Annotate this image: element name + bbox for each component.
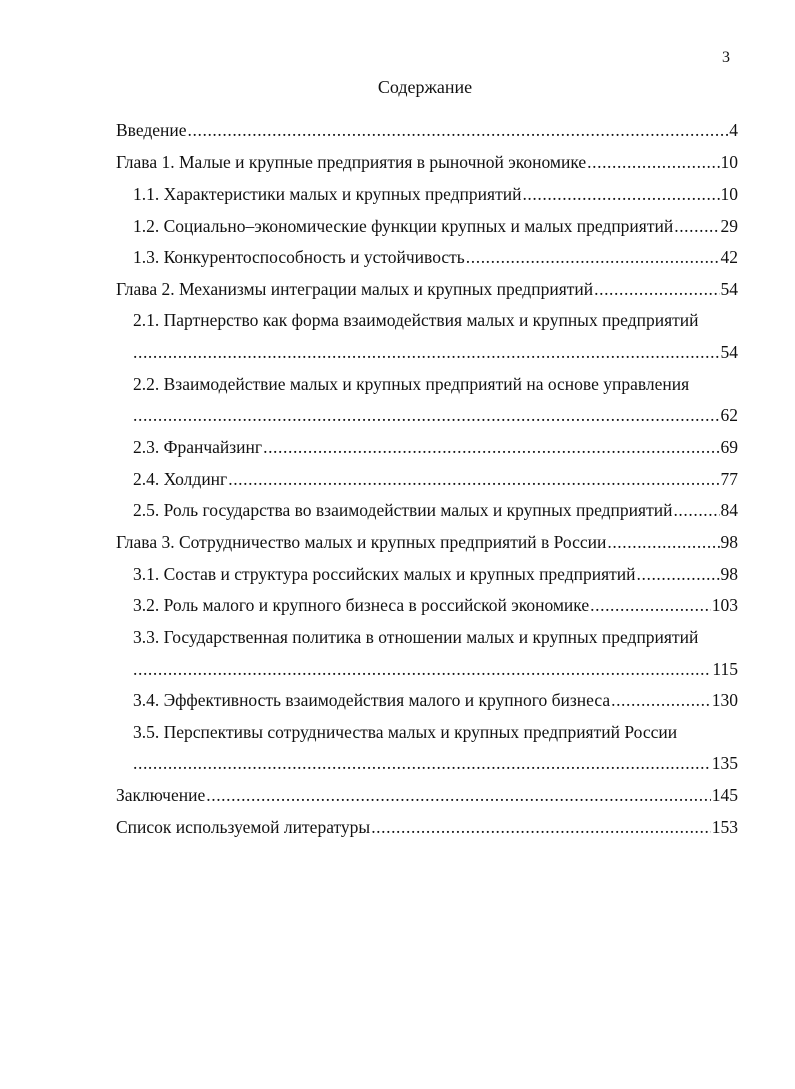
toc-entry-label: 1.1. Характеристики малых и крупных предприятий bbox=[133, 184, 522, 204]
toc-entry-page: 54 bbox=[720, 342, 738, 362]
toc-entry-page: 4 bbox=[729, 120, 738, 140]
toc-entry-page: 29 bbox=[720, 216, 738, 236]
toc-entry-label: Глава 3. Сотрудничество малых и крупных предприятий в России bbox=[116, 532, 607, 552]
toc-entry-2-2-label[interactable]: 2.2. Взаимодействие малых и крупных предприятий на основе управления bbox=[133, 374, 690, 394]
toc-entry-label: 2.5. Роль государства во взаимодействии малых и крупных предприятий bbox=[133, 500, 673, 520]
toc-leader-dots bbox=[637, 563, 720, 585]
toc-entry-page: 10 bbox=[720, 184, 738, 204]
toc-entry-3-3-label[interactable]: 3.3. Государственная политика в отношении малых и крупных предприятий bbox=[133, 627, 699, 647]
toc-entry-label: 3.4. Эффективность взаимодействия малого и крупного бизнеса bbox=[133, 690, 611, 710]
toc-entry-chapter-2[interactable] bbox=[116, 278, 738, 300]
toc-entry-page: 62 bbox=[720, 405, 738, 425]
toc-entry-label: Введение bbox=[116, 120, 187, 140]
toc-leader-dots bbox=[228, 468, 719, 490]
toc-entry-2-1-page-line[interactable] bbox=[133, 341, 738, 363]
toc-entry-2-3[interactable] bbox=[133, 436, 738, 458]
toc-leader-dots bbox=[371, 816, 711, 838]
toc-leader-dots bbox=[133, 658, 711, 680]
toc-entry-2-5[interactable] bbox=[133, 499, 738, 521]
toc-entry-page: 84 bbox=[720, 500, 738, 520]
toc-entry-label: 3.1. Состав и структура российских малых и крупных предприятий bbox=[133, 564, 636, 584]
toc-entry-page: 42 bbox=[720, 247, 738, 267]
toc-entry-page: 98 bbox=[720, 532, 738, 552]
page-number: 3 bbox=[722, 49, 730, 66]
toc-entry-page: 135 bbox=[711, 753, 738, 773]
toc-entry-label: Глава 1. Малые и крупные предприятия в рыночной экономике bbox=[116, 152, 587, 172]
toc-entry-2-1-label[interactable]: 2.1. Партнерство как форма взаимодействия малых и крупных предприятий bbox=[133, 310, 699, 330]
toc-entry-page: 130 bbox=[711, 690, 738, 710]
toc-entry-bibliography[interactable] bbox=[116, 816, 738, 838]
toc-entry-3-4[interactable] bbox=[133, 689, 738, 711]
toc-leader-dots bbox=[133, 404, 720, 426]
toc-entry-1-3[interactable] bbox=[133, 246, 738, 268]
toc-entry-chapter-3[interactable] bbox=[116, 531, 738, 553]
toc-entry-page: 69 bbox=[720, 437, 738, 457]
toc-entry-1-1[interactable] bbox=[133, 183, 738, 205]
toc-entry-label: 3.2. Роль малого и крупного бизнеса в российской экономике bbox=[133, 595, 590, 615]
toc-entry-label: 1.2. Социально–экономические функции крупных и малых предприятий bbox=[133, 216, 674, 236]
toc-leader-dots bbox=[674, 215, 719, 237]
toc-leader-dots bbox=[590, 594, 711, 616]
toc-entry-label: 2.4. Холдинг bbox=[133, 469, 228, 489]
toc-entry-3-1[interactable] bbox=[133, 563, 738, 585]
toc-leader-dots bbox=[587, 151, 719, 173]
toc-entry-1-2[interactable] bbox=[133, 215, 738, 237]
toc-entry-page: 103 bbox=[711, 595, 738, 615]
toc-entry-conclusion[interactable] bbox=[116, 784, 738, 806]
toc-entry-2-4[interactable] bbox=[133, 468, 738, 490]
toc-leader-dots bbox=[188, 119, 729, 141]
toc-leader-dots bbox=[594, 278, 719, 300]
toc-entry-label: Глава 2. Механизмы интеграции малых и крупных предприятий bbox=[116, 279, 594, 299]
toc-entry-chapter-1[interactable] bbox=[116, 151, 738, 173]
toc-entry-3-5-page-line[interactable] bbox=[133, 752, 738, 774]
toc-entry-label: Список используемой литературы bbox=[116, 817, 371, 837]
toc-leader-dots bbox=[466, 246, 720, 268]
toc-entry-label: 1.3. Конкурентоспособность и устойчивость bbox=[133, 247, 465, 267]
toc-entry-page: 98 bbox=[720, 564, 738, 584]
toc-entry-3-2[interactable] bbox=[133, 594, 738, 616]
toc-leader-dots bbox=[133, 341, 720, 363]
toc-leader-dots bbox=[522, 183, 719, 205]
toc-entry-page: 145 bbox=[711, 785, 738, 805]
toc-entry-2-2-page-line[interactable] bbox=[133, 404, 738, 426]
toc-entry-page: 77 bbox=[720, 469, 738, 489]
toc-entry-page: 153 bbox=[711, 817, 738, 837]
toc-leader-dots bbox=[607, 531, 719, 553]
toc-title: Содержание bbox=[377, 77, 473, 97]
toc-leader-dots bbox=[206, 784, 711, 806]
toc-entry-3-5-label[interactable]: 3.5. Перспективы сотрудничества малых и крупных предприятий России bbox=[133, 722, 678, 742]
toc-leader-dots bbox=[673, 499, 719, 521]
toc-entry-3-3-page-line[interactable] bbox=[133, 658, 738, 680]
toc-entry-label: Заключение bbox=[116, 785, 206, 805]
toc-entry-introduction[interactable] bbox=[116, 119, 738, 141]
toc-leader-dots bbox=[611, 689, 711, 711]
toc-entry-label: 2.3. Франчайзинг bbox=[133, 437, 263, 457]
toc-leader-dots bbox=[133, 752, 711, 774]
toc-entry-page: 115 bbox=[712, 659, 738, 679]
toc-entry-page: 10 bbox=[720, 152, 738, 172]
toc-entry-page: 54 bbox=[720, 279, 738, 299]
toc-leader-dots bbox=[263, 436, 719, 458]
